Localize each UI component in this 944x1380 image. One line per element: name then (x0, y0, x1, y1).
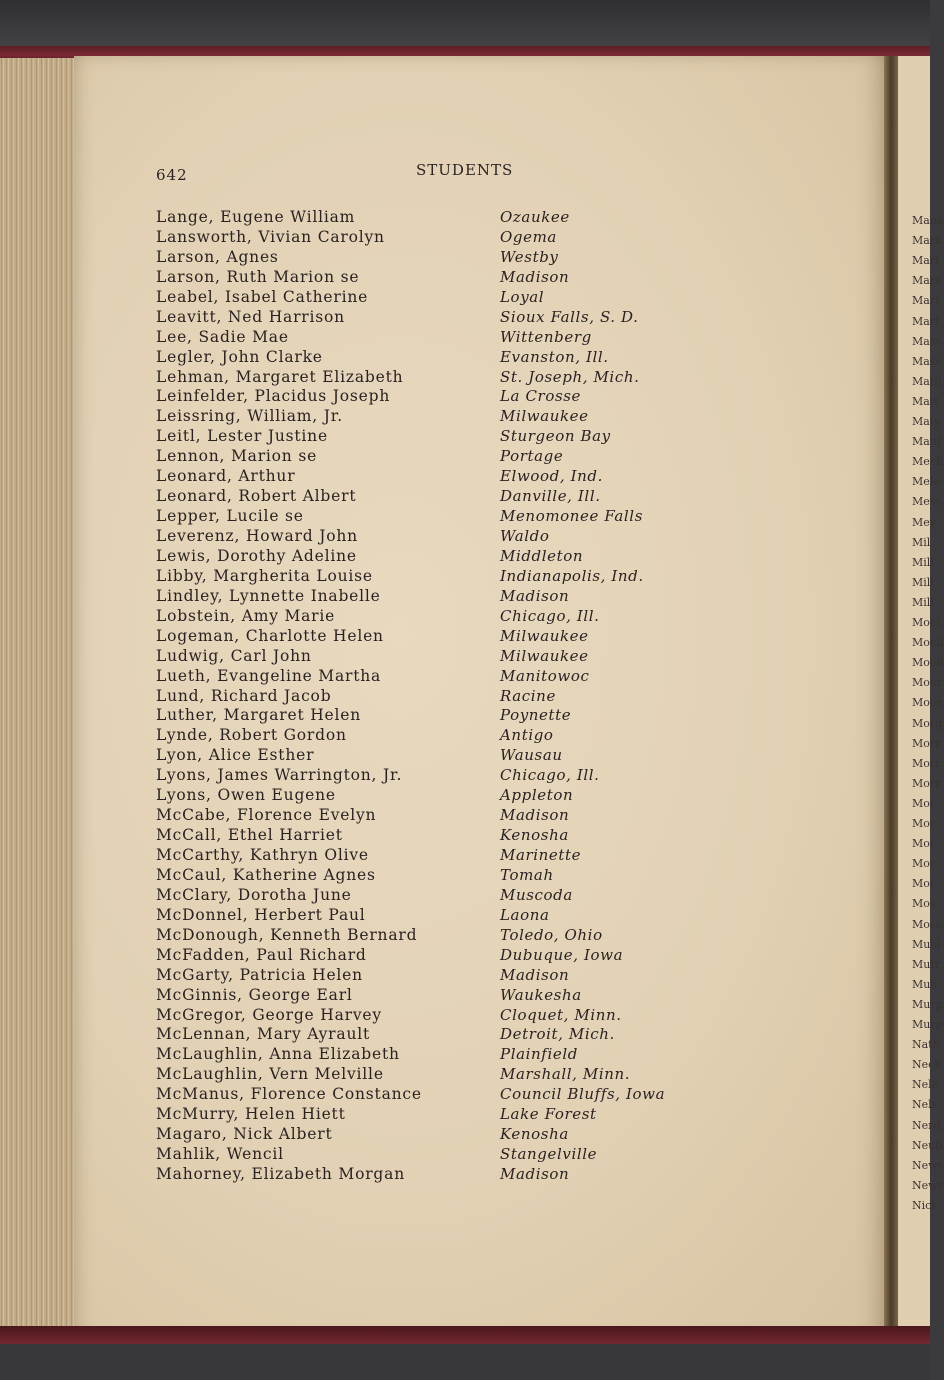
student-name: Leonard, Robert Albert (156, 487, 357, 506)
student-hometown: Madison (500, 586, 570, 605)
facing-page-text: Mass (912, 354, 942, 368)
student-name: Lansworth, Vivian Carolyn (156, 227, 385, 246)
student-entry (156, 507, 696, 527)
student-hometown: Marinette (500, 846, 582, 864)
student-entry (156, 806, 696, 826)
student-hometown: Westby (500, 247, 559, 266)
student-hometown: Plainfield (500, 1045, 578, 1064)
facing-page-text: Mood (912, 656, 944, 670)
facing-page-text: Murp (912, 997, 943, 1011)
facing-page-text: Mor (912, 837, 936, 851)
facing-page-text: Nath (912, 1038, 940, 1052)
student-name: McDonnel, Herbert Paul (156, 905, 366, 924)
facing-page-text: Mill (912, 595, 934, 609)
student-name: Leabel, Isabel Catherine (156, 287, 369, 306)
student-entry (156, 906, 696, 926)
student-name: McDonough, Kenneth Bernard (156, 925, 418, 944)
student-name: McLaughlin, Vern Melville (156, 1065, 384, 1084)
student-entry (156, 946, 696, 966)
student-hometown: Antigo (500, 726, 554, 745)
student-entry (156, 1165, 696, 1185)
student-hometown: Council Bluffs, Iowa (500, 1085, 666, 1104)
student-hometown: Lake Forest (500, 1105, 597, 1124)
student-name: Mahorney, Elizabeth Morgan (156, 1165, 405, 1183)
student-hometown: La Crosse (500, 387, 582, 406)
facing-page-text: Morr (912, 736, 941, 750)
facing-page-text: Mans (912, 214, 943, 227)
student-name: Lobstein, Amy Marie (156, 606, 336, 625)
student-name: Leissring, William, Jr. (156, 407, 343, 426)
student-hometown: Marshall, Minn. (500, 1065, 631, 1084)
student-hometown: Sturgeon Bay (500, 427, 611, 446)
student-name: Lennon, Marion se (156, 447, 318, 466)
student-entry (156, 487, 696, 507)
student-hometown: Manitowoc (500, 666, 590, 685)
book-gutter (884, 56, 898, 1338)
facing-page-text: Mull (912, 977, 938, 991)
student-entry (156, 627, 696, 647)
facing-page-text: Murp (912, 1018, 943, 1031)
student-name: Leonard, Arthur (156, 467, 296, 486)
student-entry (156, 746, 696, 766)
facing-page-text: Mos (912, 897, 936, 911)
student-hometown: Chicago, Ill. (500, 766, 600, 785)
student-hometown: Toledo, Ohio (500, 925, 603, 944)
student-name: McLennan, Mary Ayrault (156, 1025, 371, 1044)
facing-page-text: Matt (912, 394, 939, 408)
facing-page-text: Moel (912, 616, 940, 629)
student-hometown: Milwaukee (500, 626, 589, 645)
student-name: McCaul, Katherine Agnes (156, 865, 376, 884)
student-hometown: Racine (500, 686, 556, 705)
student-name: McClary, Dorotha June (156, 885, 352, 904)
student-hometown: Tomah (500, 865, 554, 884)
facing-page-text: Math (912, 374, 942, 388)
student-name: Legler, John Clarke (156, 347, 323, 366)
facing-page-text: Mutr (912, 957, 941, 971)
student-hometown: Portage (500, 447, 564, 466)
student-entry (156, 1006, 696, 1026)
student-entry (156, 986, 696, 1006)
facing-page-text: Mill (912, 575, 934, 589)
facing-page-text: Mess (912, 495, 942, 509)
student-name: Ludwig, Carl John (156, 646, 312, 665)
student-name: Lyons, James Warrington, Jr. (156, 766, 403, 785)
student-list (156, 208, 696, 1185)
facing-page-text: Mey (912, 515, 936, 529)
facing-page-text: Mill (912, 555, 934, 569)
student-hometown: Kenosha (500, 826, 569, 845)
student-name: Lehman, Margaret Elizabeth (156, 367, 404, 386)
student-name: Leitl, Lester Justine (156, 427, 328, 446)
student-hometown: Indianapolis, Ind. (500, 566, 644, 585)
student-name: McGarty, Patricia Helen (156, 965, 363, 984)
student-name: McFadden, Paul Richard (156, 945, 367, 964)
student-name: Libby, Margherita Louise (156, 566, 373, 585)
student-entry (156, 726, 696, 746)
facing-page-text: Nelk (912, 1078, 939, 1092)
student-hometown: Muscoda (500, 885, 573, 904)
student-name: McLaughlin, Anna Elizabeth (156, 1045, 400, 1064)
student-entry (156, 288, 696, 308)
student-name: Lueth, Evangeline Martha (156, 666, 382, 685)
student-entry (156, 467, 696, 487)
student-hometown: Madison (500, 267, 570, 286)
student-entry (156, 587, 696, 607)
student-entry (156, 1025, 696, 1045)
student-hometown: Detroit, Mich. (500, 1025, 615, 1044)
facing-page-text: Neub (912, 1138, 943, 1152)
student-hometown: Menomonee Falls (500, 507, 643, 526)
student-hometown: Kenosha (500, 1125, 569, 1144)
student-entry (156, 228, 696, 248)
student-hometown: Elwood, Ind. (500, 467, 603, 486)
student-entry (156, 966, 696, 986)
student-entry (156, 547, 696, 567)
student-hometown: Waldo (500, 527, 550, 545)
student-entry (156, 248, 696, 268)
student-entry (156, 1125, 696, 1145)
facing-page-text: Mart (912, 314, 940, 328)
facing-page-text: News (912, 1158, 944, 1172)
student-name: McMurry, Helen Hiett (156, 1105, 346, 1124)
student-hometown: Dubuque, Iowa (500, 945, 624, 964)
student-entry (156, 667, 696, 687)
student-entry (156, 407, 696, 427)
student-hometown: Middleton (500, 546, 584, 565)
student-entry (156, 1105, 696, 1125)
page-number: 642 (156, 166, 188, 184)
student-entry (156, 846, 696, 866)
student-entry (156, 866, 696, 886)
student-entry (156, 348, 696, 368)
facing-page-text: Mele (912, 475, 940, 489)
student-name: McManus, Florence Constance (156, 1085, 422, 1104)
facing-page-text: Nick (912, 1198, 938, 1212)
facing-page-text: Muel (912, 937, 941, 951)
student-entry (156, 447, 696, 467)
student-hometown: Sioux Falls, S. D. (500, 307, 639, 326)
background-bottom (0, 1344, 930, 1380)
student-entry (156, 786, 696, 806)
student-entry (156, 886, 696, 906)
student-name: McCall, Ethel Harriet (156, 826, 343, 845)
student-entry (156, 926, 696, 946)
facing-page-text: Mass (912, 334, 942, 348)
running-head: STUDENTS (416, 161, 514, 179)
facing-page-text: Moss (912, 917, 942, 931)
background-top (0, 0, 930, 50)
student-name: Lyon, Alice Esther (156, 746, 315, 765)
student-name: Lund, Richard Jacob (156, 686, 332, 705)
student-name: Larson, Ruth Marion se (156, 267, 360, 286)
student-name: Logeman, Charlotte Helen (156, 626, 384, 645)
facing-page-text: Morr (912, 776, 941, 790)
student-hometown: Chicago, Ill. (500, 606, 600, 625)
student-entry (156, 308, 696, 328)
student-entry (156, 427, 696, 447)
student-hometown: Ozaukee (500, 208, 570, 226)
facing-page-text: Mor (912, 857, 936, 871)
student-entry (156, 368, 696, 388)
student-hometown: Stangelville (500, 1145, 598, 1164)
facing-page-text: Mil (912, 535, 931, 549)
student-name: Luther, Margaret Helen (156, 706, 362, 725)
student-hometown: St. Joseph, Mich. (500, 367, 640, 386)
student-name: Lindley, Lynnette Inabelle (156, 586, 381, 605)
student-hometown: Milwaukee (500, 407, 589, 426)
student-name: McGregor, George Harvey (156, 1005, 382, 1024)
student-entry (156, 208, 696, 228)
student-entry (156, 647, 696, 667)
student-hometown: Loyal (500, 287, 545, 306)
student-hometown: Evanston, Ill. (500, 347, 609, 366)
student-entry (156, 1065, 696, 1085)
student-name: Larson, Agnes (156, 247, 279, 266)
facing-page-text: Moor (912, 696, 942, 710)
student-name: Lepper, Lucile se (156, 507, 304, 526)
student-name: Leverenz, Howard John (156, 527, 358, 545)
student-hometown: Milwaukee (500, 646, 589, 665)
student-entry (156, 268, 696, 288)
student-hometown: Appleton (500, 786, 574, 805)
student-hometown: Laona (500, 905, 550, 924)
facing-page-text: Morg (912, 716, 943, 730)
student-name: McCarthy, Kathryn Olive (156, 846, 369, 864)
facing-page-text: Moell (912, 636, 944, 650)
facing-page-text: Mor (912, 796, 936, 810)
student-hometown: Wausau (500, 746, 563, 765)
student-name: Lee, Sadie Mae (156, 327, 289, 346)
student-name: Lewis, Dorothy Adeline (156, 546, 357, 565)
student-name: McCabe, Florence Evelyn (156, 806, 377, 825)
facing-page-text: Marl (912, 254, 939, 268)
facing-page-text: Maut (912, 435, 942, 449)
student-entry (156, 1045, 696, 1065)
student-name: Lyons, Owen Eugene (156, 786, 336, 805)
student-name: Mahlik, Wencil (156, 1145, 284, 1164)
page-stack-edges (0, 58, 77, 1338)
facing-page-text: Nerd (912, 1118, 941, 1132)
student-entry (156, 387, 696, 407)
book-cover-bottom-edge (0, 1326, 930, 1346)
student-name: Leavitt, Ned Harrison (156, 307, 345, 326)
facing-page-text: Morr (912, 756, 941, 770)
student-entry (156, 328, 696, 348)
student-hometown: Danville, Ill. (500, 487, 601, 506)
student-entry (156, 527, 696, 547)
student-name: Magaro, Nick Albert (156, 1125, 333, 1144)
student-entry (156, 1085, 696, 1105)
facing-page-text: Mor (912, 817, 936, 830)
student-hometown: Wittenberg (500, 327, 592, 346)
student-name: Lange, Eugene William (156, 208, 356, 226)
student-entry (156, 826, 696, 846)
student-hometown: Madison (500, 965, 570, 984)
student-hometown: Cloquet, Minn. (500, 1005, 622, 1024)
student-entry (156, 687, 696, 707)
facing-page-edge (898, 56, 944, 1338)
facing-page-text: Neck (912, 1058, 941, 1072)
student-hometown: Ogema (500, 227, 557, 246)
facing-page-text: News (912, 1178, 944, 1192)
facing-page-text: Mark (912, 234, 942, 248)
student-name: Lynde, Robert Gordon (156, 726, 347, 745)
facing-page-text: Moor (912, 676, 942, 690)
facing-page-text: Mart (912, 294, 940, 308)
facing-page-text: Mor (912, 877, 936, 891)
student-entry (156, 1145, 696, 1165)
student-hometown: Waukesha (500, 985, 582, 1004)
student-entry (156, 706, 696, 726)
student-entry (156, 607, 696, 627)
student-entry (156, 567, 696, 587)
student-hometown: Poynette (500, 706, 572, 725)
facing-page-text: Maty (912, 415, 941, 428)
student-hometown: Madison (500, 806, 570, 825)
student-name: Leinfelder, Placidus Joseph (156, 387, 391, 406)
student-entry (156, 766, 696, 786)
facing-page-text: Mech (912, 455, 944, 469)
facing-page-text: Nels (912, 1098, 938, 1112)
student-name: McGinnis, George Earl (156, 985, 353, 1004)
facing-page-text: Mars (912, 274, 941, 288)
student-hometown: Madison (500, 1165, 570, 1183)
